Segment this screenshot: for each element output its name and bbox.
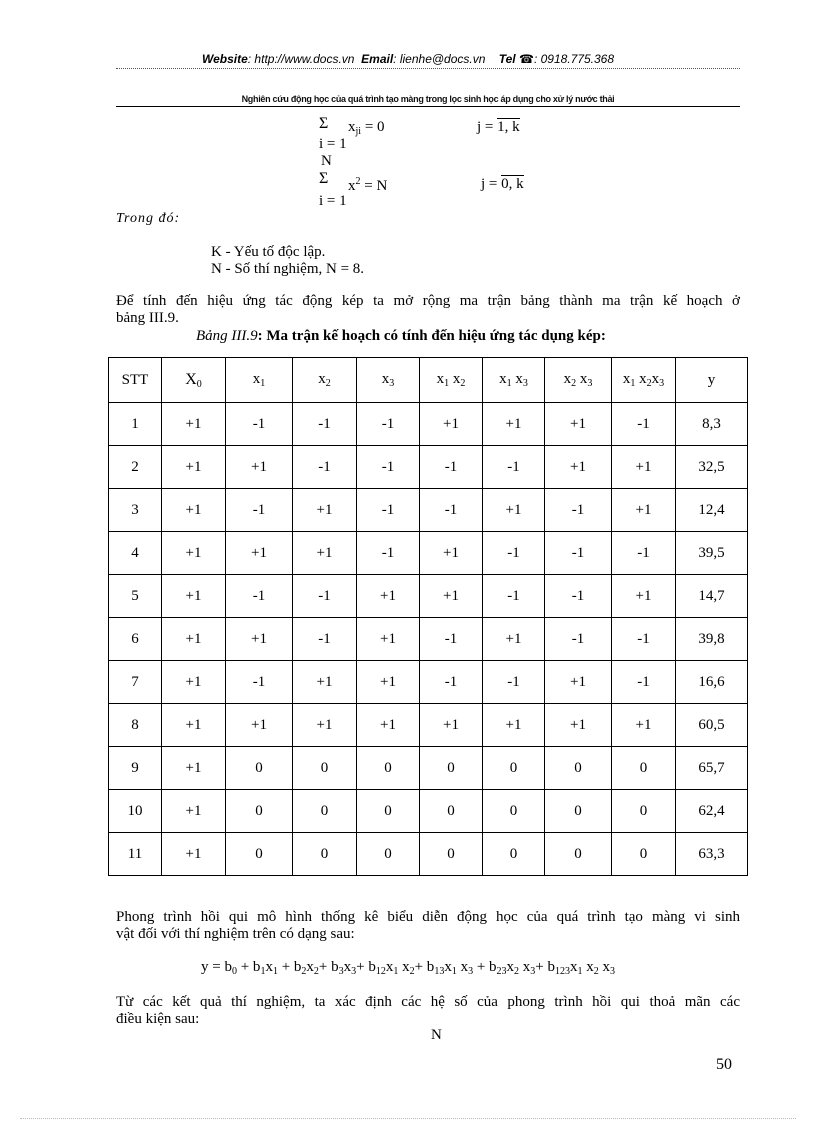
paragraph-3-line-2: điều kiện sau:: [116, 1011, 200, 1027]
table-row: [109, 446, 748, 489]
equation-subscript: 23: [496, 966, 507, 977]
table-cell: +1: [612, 575, 676, 618]
table-header-cell: [545, 358, 612, 403]
table-cell: 0: [612, 833, 676, 876]
table-cell: -1: [545, 618, 612, 661]
equation-term: x: [456, 959, 469, 975]
formula1-condition-prefix: j =: [477, 119, 498, 135]
paragraph-1-line-2: bảng III.9.: [116, 310, 179, 326]
table-cell: 0: [357, 747, 420, 790]
equation-term: x: [343, 959, 352, 975]
phone-icon: ☎: [519, 52, 534, 66]
equation-term: x: [570, 959, 578, 975]
table-cell: +1: [162, 403, 226, 446]
table-cell: -1: [226, 403, 293, 446]
equation-term: + b: [236, 959, 261, 975]
equation-term: x: [582, 959, 594, 975]
table-cell: +1: [293, 704, 357, 747]
table-cell: 7: [109, 661, 162, 704]
header-subscript: 0: [196, 378, 202, 390]
table-header-cell: [162, 358, 226, 403]
header-symbol: STT: [121, 371, 149, 388]
table-cell: +1: [226, 446, 293, 489]
header-subscript: 1: [260, 378, 266, 389]
table-cell: -1: [483, 661, 545, 704]
table-header-cell: [226, 358, 293, 403]
table-cell: -1: [420, 446, 483, 489]
formula1-condition-value: 1, k: [497, 119, 520, 135]
table-cell: +1: [420, 532, 483, 575]
formula1-condition: [477, 119, 520, 136]
table-cell: +1: [357, 575, 420, 618]
table-cell: +1: [162, 446, 226, 489]
header-subscript: 1: [506, 378, 512, 389]
table-caption-text: : Ma trận kế hoạch có tính đến hiệu ứng tác dụng kép:: [257, 328, 606, 344]
definition-k: K - Yếu tố độc lập.: [211, 244, 326, 260]
table-row: [109, 403, 748, 446]
table-row: [109, 661, 748, 704]
equation-subscript: 1: [260, 966, 266, 977]
formula2-var: x: [348, 178, 356, 194]
table-cell: -1: [612, 532, 676, 575]
table-cell: +1: [162, 532, 226, 575]
equation-term: x: [385, 959, 394, 975]
table-cell: +1: [162, 618, 226, 661]
header-symbol: x: [651, 371, 660, 387]
table-cell: +1: [420, 575, 483, 618]
website-label: Website: [201, 52, 248, 66]
table-caption: [196, 328, 606, 345]
table-header-cell: [109, 358, 162, 403]
formula2-condition-value: 0, k: [501, 176, 524, 192]
equation-term: + b: [414, 959, 435, 975]
table-cell: 0: [420, 833, 483, 876]
equation-subscript: 1: [451, 966, 457, 977]
page-number: 50: [716, 1056, 732, 1073]
table-cell: +1: [483, 403, 545, 446]
table-header-cell: [483, 358, 545, 403]
header-symbol: X: [185, 370, 197, 388]
table-row: [109, 489, 748, 532]
tel-value: : 0918.775.368: [533, 52, 615, 66]
equation-term: + b: [318, 959, 339, 975]
formula2-rest: = N: [360, 178, 388, 194]
equation-subscript: 123: [555, 966, 570, 977]
formula1-lower: i = 1: [319, 136, 347, 152]
table-cell: 5: [109, 575, 162, 618]
table-cell: -1: [545, 489, 612, 532]
table-header-row: [109, 358, 748, 403]
table-header-cell: [420, 358, 483, 403]
header-subscript: 2: [571, 378, 577, 389]
table-cell: -1: [293, 575, 357, 618]
header-symbol: x: [622, 371, 631, 387]
table-cell: 65,7: [676, 747, 748, 790]
formula2-expression: [348, 176, 387, 195]
table-cell: 0: [545, 790, 612, 833]
website-value[interactable]: : http://www.docs.vn: [247, 52, 355, 66]
table-cell: 8: [109, 704, 162, 747]
table-cell: +1: [612, 489, 676, 532]
sigma-symbol-2: Σ: [319, 170, 329, 187]
equation-term: + b: [277, 959, 302, 975]
equation-term: x: [265, 959, 273, 975]
paragraph-3-line-1: Từ các kết quả thí nghiệm, ta xác định các hệ số của phong trình hồi qui thoả mãn các: [116, 994, 740, 1010]
formula1-expression: [348, 119, 385, 137]
header-subscript: 1: [444, 378, 450, 389]
equation-term: x: [519, 959, 531, 975]
table-cell: 6: [109, 618, 162, 661]
table-cell: +1: [420, 704, 483, 747]
table-cell: +1: [293, 661, 357, 704]
email-label: Email: [361, 52, 394, 66]
paragraph-2-line-2: vật đối với thí nghiệm trên có dạng sau:: [116, 926, 355, 942]
table-cell: -1: [293, 618, 357, 661]
table-header-cell: [293, 358, 357, 403]
table-header-cell: [357, 358, 420, 403]
definition-n: N - Số thí nghiệm, N = 8.: [211, 261, 365, 277]
header-subscript: 3: [587, 378, 593, 389]
table-cell: 0: [293, 790, 357, 833]
table-cell: 0: [483, 790, 545, 833]
table-cell: 0: [357, 790, 420, 833]
table-cell: 1: [109, 403, 162, 446]
equation-subscript: 1: [272, 966, 278, 977]
table-cell: -1: [357, 446, 420, 489]
table-cell: -1: [226, 575, 293, 618]
equation-term: + b: [473, 959, 497, 975]
table-cell: +1: [545, 403, 612, 446]
table-cell: 0: [226, 790, 293, 833]
header-subscript: 1: [630, 378, 636, 389]
equation-subscript: 2: [409, 966, 415, 977]
table-cell: +1: [612, 704, 676, 747]
footer-dotted-rule: [20, 1118, 796, 1119]
header-symbol: x: [563, 371, 572, 387]
table-row: [109, 575, 748, 618]
header-rule: [116, 106, 740, 107]
header-symbol: x: [318, 371, 326, 387]
header-symbol: x: [576, 371, 588, 387]
equation-subscript: 3: [351, 966, 357, 977]
next-formula-upper: N: [431, 1027, 442, 1043]
email-value[interactable]: : lienhe@docs.vn: [393, 52, 486, 66]
table-cell: 0: [483, 747, 545, 790]
tel-label: Tel: [498, 52, 516, 66]
table-cell: -1: [420, 489, 483, 532]
table-cell: +1: [162, 704, 226, 747]
table-row: [109, 790, 748, 833]
equation-subscript: 12: [375, 966, 386, 977]
equation-term: x: [398, 959, 410, 975]
equation-subscript: 2: [593, 966, 599, 977]
header-symbol: x: [511, 371, 523, 387]
header-symbol: y: [707, 371, 716, 388]
table-cell: -1: [226, 489, 293, 532]
table-cell: 0: [612, 747, 676, 790]
table-cell: 0: [226, 747, 293, 790]
table-cell: -1: [483, 532, 545, 575]
table-cell: +1: [162, 833, 226, 876]
table-cell: +1: [162, 790, 226, 833]
table-row: [109, 618, 748, 661]
equation-subscript: 2: [301, 966, 307, 977]
table-header-cell: [676, 358, 748, 403]
table-caption-label: Bảng III.9: [196, 328, 258, 344]
table-cell: +1: [162, 661, 226, 704]
table-cell: 9: [109, 747, 162, 790]
table-cell: -1: [226, 661, 293, 704]
table-cell: -1: [483, 446, 545, 489]
table-cell: 12,4: [676, 489, 748, 532]
table-cell: 60,5: [676, 704, 748, 747]
header-symbol: x: [436, 371, 445, 387]
equation-term: + b: [535, 959, 555, 975]
table-row: [109, 747, 748, 790]
table-cell: 10: [109, 790, 162, 833]
formula2-condition: [481, 176, 524, 193]
table-cell: +1: [162, 489, 226, 532]
equation-subscript: 2: [313, 966, 319, 977]
equation-subscript: 0: [231, 966, 237, 977]
regression-equation: [0, 959, 816, 977]
equation-subscript: 13: [434, 966, 445, 977]
table-cell: +1: [545, 661, 612, 704]
table-cell: 11: [109, 833, 162, 876]
header-subscript: 3: [659, 378, 665, 389]
table-cell: 63,3: [676, 833, 748, 876]
table-cell: +1: [293, 532, 357, 575]
table-cell: 0: [545, 833, 612, 876]
table-cell: +1: [162, 747, 226, 790]
table-cell: 0: [420, 747, 483, 790]
table-cell: 3: [109, 489, 162, 532]
equation-term: + b: [356, 959, 376, 975]
table-cell: -1: [293, 446, 357, 489]
equation-subscript: 2: [514, 966, 520, 977]
header-symbol: x: [252, 371, 261, 387]
formula1-var: x: [348, 119, 356, 135]
table-cell: 0: [483, 833, 545, 876]
header-dotted-rule: [116, 68, 740, 69]
table-row: [109, 833, 748, 876]
equation-subscript: 3: [338, 966, 344, 977]
table-cell: 0: [226, 833, 293, 876]
table-cell: +1: [226, 618, 293, 661]
table-cell: +1: [612, 446, 676, 489]
table-cell: +1: [545, 446, 612, 489]
table-cell: 2: [109, 446, 162, 489]
equation-subscript: 1: [577, 966, 583, 977]
table-cell: 0: [545, 747, 612, 790]
formula2-sup: 2: [355, 176, 361, 187]
paragraph-2-line-1: Phong trình hồi qui mô hình thống kê biểu diễn động học của quá trình tạo màng vi sinh: [116, 909, 740, 925]
table-cell: 39,8: [676, 618, 748, 661]
header-symbol: x: [449, 371, 461, 387]
table-row: [109, 532, 748, 575]
sigma-symbol-1: Σ: [319, 115, 329, 132]
equation-subscript: 1: [393, 966, 399, 977]
equation-subscript: 3: [610, 966, 615, 977]
table-cell: -1: [545, 532, 612, 575]
equation-subscript: 3: [468, 966, 474, 977]
formula2-lower: i = 1: [319, 193, 347, 209]
formula2-upper: N: [321, 153, 332, 169]
table-cell: -1: [612, 403, 676, 446]
table-cell: 0: [357, 833, 420, 876]
table-cell: -1: [420, 661, 483, 704]
table-cell: +1: [545, 704, 612, 747]
table-cell: +1: [357, 661, 420, 704]
table-cell: +1: [483, 618, 545, 661]
table-cell: -1: [357, 532, 420, 575]
table-cell: -1: [420, 618, 483, 661]
formula1-rest: = 0: [361, 119, 385, 135]
paragraph-1-line-1: Để tính đến hiệu ứng tác động kép ta mở rộng ma trận bảng thành ma trận kế hoạch ở: [116, 293, 740, 309]
equation-term: x: [306, 959, 314, 975]
table-cell: 8,3: [676, 403, 748, 446]
table-cell: 16,6: [676, 661, 748, 704]
header-subscript: 2: [325, 378, 331, 389]
table-cell: +1: [420, 403, 483, 446]
header-symbol: x: [381, 371, 390, 387]
table-cell: -1: [612, 618, 676, 661]
table-row: [109, 704, 748, 747]
table-cell: 0: [293, 833, 357, 876]
plan-matrix-table: [108, 357, 748, 876]
table-cell: +1: [226, 704, 293, 747]
table-cell: 0: [293, 747, 357, 790]
header-symbol: x: [635, 371, 647, 387]
equation-term: x: [444, 959, 452, 975]
table-cell: +1: [162, 575, 226, 618]
table-cell: +1: [357, 618, 420, 661]
table-cell: -1: [357, 403, 420, 446]
header-subscript: 3: [389, 378, 395, 389]
header-subscript: 3: [522, 378, 528, 389]
table-cell: +1: [483, 489, 545, 532]
header-subscript: 2: [646, 378, 652, 389]
table-cell: -1: [545, 575, 612, 618]
table-cell: +1: [483, 704, 545, 747]
header-symbol: x: [499, 371, 507, 387]
table-cell: -1: [483, 575, 545, 618]
table-cell: 14,7: [676, 575, 748, 618]
website-header: [0, 52, 816, 66]
table-cell: 62,4: [676, 790, 748, 833]
table-cell: 0: [420, 790, 483, 833]
equation-term: x: [506, 959, 515, 975]
equation-term: x: [598, 959, 610, 975]
formula2-condition-prefix: j =: [481, 176, 502, 192]
table-cell: 4: [109, 532, 162, 575]
trong-do-label: Trong đó:: [116, 211, 181, 226]
table-cell: 0: [612, 790, 676, 833]
table-header-cell: [612, 358, 676, 403]
table-cell: +1: [226, 532, 293, 575]
table-cell: +1: [357, 704, 420, 747]
table-cell: 39,5: [676, 532, 748, 575]
header-subscript: 2: [460, 378, 466, 389]
equation-subscript: 3: [530, 966, 536, 977]
document-title: Nghiên cứu động học của quá trình tạo màng trong lọc sinh học áp dụng cho xử lý nước thải: [241, 94, 615, 104]
table-cell: -1: [357, 489, 420, 532]
table-cell: +1: [293, 489, 357, 532]
table-cell: -1: [612, 661, 676, 704]
formula1-sub: ji: [355, 126, 362, 137]
table-cell: 32,5: [676, 446, 748, 489]
equation-term: y = b: [201, 959, 232, 975]
table-cell: -1: [293, 403, 357, 446]
